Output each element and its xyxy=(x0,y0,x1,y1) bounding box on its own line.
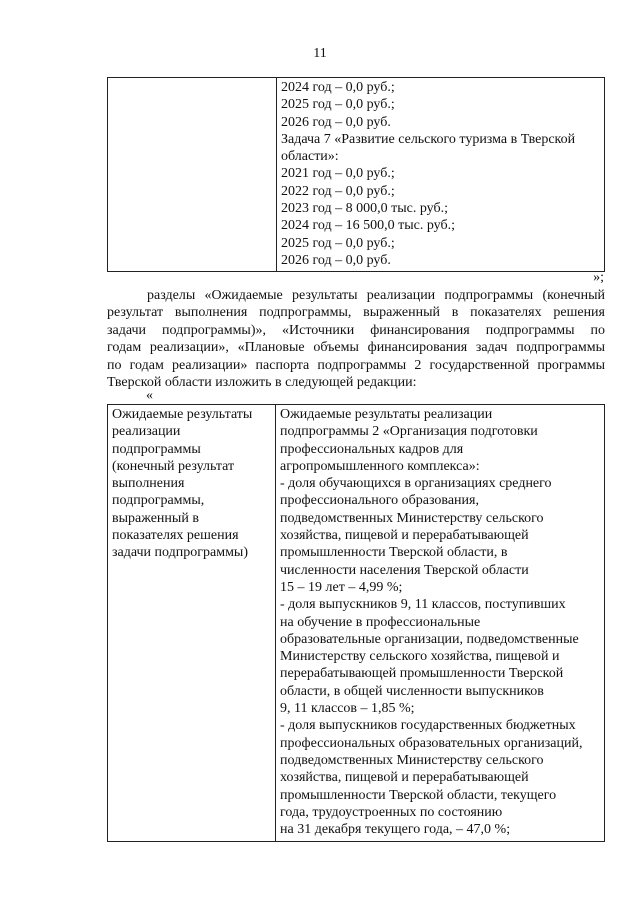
table2-left-line: задачи подпрограммы) xyxy=(112,545,249,561)
table2-right-line: года, трудоустроенных по состоянию xyxy=(280,804,503,820)
table2-left-cell xyxy=(108,405,276,842)
table1-line: 2022 год – 0,0 руб.; xyxy=(281,183,395,199)
table2-right-line: образовательные организации, подведомственные xyxy=(280,631,579,647)
table2-right-line: перерабатывающей промышленности Тверской xyxy=(280,666,564,682)
paragraph-line: разделы «Ожидаемые результаты реализации подпрограммы (конечный xyxy=(147,288,605,303)
paragraph-line: по годам реализации» паспорта подпрограммы 2 государственной программы xyxy=(107,357,605,373)
table2-left-line: выраженный в xyxy=(112,510,199,526)
table2-right-line: подведомственных Министерству сельского xyxy=(280,752,544,768)
table2-right-line: 15 – 19 лет – 4,99 %; xyxy=(280,579,403,595)
table2-right-line: - доля выпускников 9, 11 классов, поступивших xyxy=(280,597,566,613)
table2-right-line: профессиональных кадров для xyxy=(280,441,464,457)
table2-right-line: Министерству сельского хозяйства, пищевой и xyxy=(280,649,560,665)
table1-line: 2026 год – 0,0 руб. xyxy=(281,114,391,130)
table1-line: 2025 год – 0,0 руб.; xyxy=(281,235,395,251)
table1-line: Задача 7 «Развитие сельского туризма в Тверской xyxy=(281,131,576,147)
table2-right-line: профессиональных образовательных организаций, xyxy=(280,735,583,751)
page-number: 11 xyxy=(313,46,327,61)
table2-right-cell xyxy=(276,405,605,842)
table2-left-line: Ожидаемые результаты xyxy=(112,407,253,422)
table1-line: 2026 год – 0,0 руб. xyxy=(281,252,391,268)
table1-left-cell xyxy=(108,78,277,272)
table2-right-line: агропромышленного комплекса»: xyxy=(280,458,480,474)
table2-left-line: (конечный результат xyxy=(112,458,235,474)
table2-right-line: промышленности Тверской области, текущего xyxy=(280,787,557,803)
table2-right-line: хозяйства, пищевой и перерабатывающей xyxy=(280,770,529,786)
table2-right-line: промышленности Тверской области, в xyxy=(280,545,508,561)
table1-line: 2025 год – 0,0 руб.; xyxy=(281,97,395,113)
table2-left-line: подпрограммы xyxy=(112,441,201,457)
paragraph-line: Тверской области изложить в следующей редакции: xyxy=(107,375,417,391)
table2-right-line: на 31 декабря текущего года, – 47,0 %; xyxy=(280,822,511,838)
closing-quote: »; xyxy=(593,270,604,285)
paragraph-line: годам реализации», «Плановые объемы финансирования задач подпрограммы xyxy=(107,340,605,356)
funding-table-continuation xyxy=(107,77,605,272)
table2-right-line: подведомственных Министерству сельского xyxy=(280,510,544,526)
table2-right-line: подпрограммы 2 «Организация подготовки xyxy=(280,424,538,440)
table2-right-line: на обучение в профессиональные xyxy=(280,614,481,630)
table1-line: 2023 год – 8 000,0 тыс. руб.; xyxy=(281,201,448,217)
table2-right-line: хозяйства, пищевой и перерабатывающей xyxy=(280,528,529,544)
table2-right-line: - доля выпускников государственных бюджетных xyxy=(280,718,576,734)
table2-right-line: профессионального образования, xyxy=(280,493,479,509)
table1-line: 2024 год – 0,0 руб.; xyxy=(281,80,395,95)
table2-right-line: области, в общей численности выпускников xyxy=(280,683,544,699)
table2-left-line: показателях решения xyxy=(112,528,239,544)
paragraph-line: результат выполнения подпрограммы, выраженный в показателях решения xyxy=(107,305,605,321)
body-paragraph xyxy=(107,287,605,391)
table1-right-cell xyxy=(277,78,605,272)
table2-left-line: подпрограммы, xyxy=(112,493,205,509)
table2-left-line: реализации xyxy=(112,424,181,440)
table2-left-line: выполнения xyxy=(112,476,185,492)
paragraph-line: задачи подпрограммы)», «Источники финансирования подпрограммы по xyxy=(107,322,605,338)
opening-quote: « xyxy=(146,388,153,403)
table2-right-line: Ожидаемые результаты реализации xyxy=(280,407,493,422)
expected-results-table xyxy=(107,404,605,842)
table2-right-line: 9, 11 классов – 1,85 %; xyxy=(280,701,415,717)
table2-right-line: - доля обучающихся в организациях среднего xyxy=(280,476,552,492)
table1-line: области»: xyxy=(281,149,339,165)
table1-line: 2024 год – 16 500,0 тыс. руб.; xyxy=(281,218,455,234)
table1-line: 2021 год – 0,0 руб.; xyxy=(281,166,395,182)
table2-right-line: численности населения Тверской области xyxy=(280,562,529,578)
